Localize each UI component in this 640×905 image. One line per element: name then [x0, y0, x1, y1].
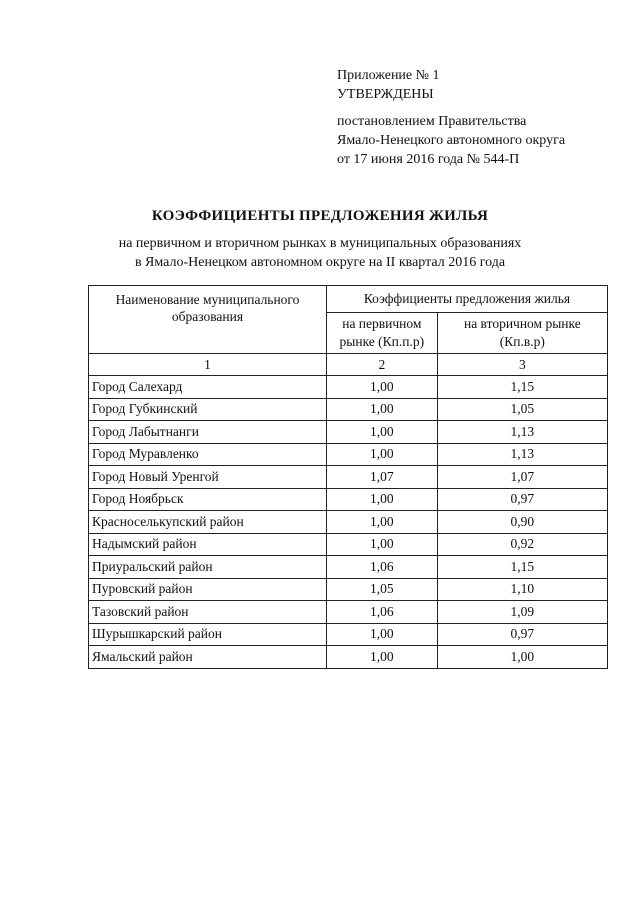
table-row	[89, 533, 608, 556]
coefficients-table	[88, 285, 608, 669]
primary-coefficient: 1,00	[326, 646, 437, 669]
secondary-coefficient: 0,90	[437, 511, 607, 534]
municipality-name: Ямальский район	[89, 646, 327, 669]
municipality-name: Город Салехард	[89, 376, 327, 399]
column-header-name-line-2: образования	[171, 309, 244, 324]
table-row	[89, 376, 608, 399]
decree-line-2: Ямало-Ненецкого автономного округа	[337, 133, 566, 148]
column-header-primary	[326, 313, 437, 354]
secondary-coefficient: 1,05	[437, 398, 607, 421]
table-row	[89, 443, 608, 466]
primary-coefficient: 1,05	[326, 578, 437, 601]
table-row	[89, 578, 608, 601]
municipality-name: Город Ноябрьск	[89, 488, 327, 511]
secondary-coefficient: 1,00	[437, 646, 607, 669]
table-row	[89, 646, 608, 669]
column-header-name	[89, 286, 327, 354]
approved-label: УТВЕРЖДЕНЫ	[337, 87, 434, 102]
document-subtitle	[0, 234, 640, 272]
subtitle-line-2: в Ямало-Ненецком автономном округе на II квартал 2016 года	[134, 255, 506, 270]
table-row	[89, 623, 608, 646]
column-header-secondary-line-2: (Кп.в.р)	[499, 334, 545, 349]
column-header-group: Коэффициенты предложения жилья	[326, 286, 607, 313]
table-row	[89, 421, 608, 444]
table-row	[89, 488, 608, 511]
secondary-coefficient: 1,15	[437, 376, 607, 399]
table-row	[89, 556, 608, 579]
column-header-secondary	[437, 313, 607, 354]
column-number-3: 3	[437, 354, 607, 376]
primary-coefficient: 1,07	[326, 466, 437, 489]
municipality-name: Пуровский район	[89, 578, 327, 601]
secondary-coefficient: 1,13	[437, 421, 607, 444]
primary-coefficient: 1,00	[326, 488, 437, 511]
column-header-primary-line-2: рынке (Кп.п.р)	[339, 334, 425, 349]
municipality-name: Приуральский район	[89, 556, 327, 579]
decree-line-1: постановлением Правительства	[337, 114, 527, 129]
secondary-coefficient: 0,97	[437, 623, 607, 646]
municipality-name: Шурышкарский район	[89, 623, 327, 646]
municipality-name: Город Губкинский	[89, 398, 327, 421]
decree-line-3: от 17 июня 2016 года № 544-П	[337, 152, 520, 167]
secondary-coefficient: 0,97	[437, 488, 607, 511]
column-number-1: 1	[89, 354, 327, 376]
secondary-coefficient: 1,07	[437, 466, 607, 489]
secondary-coefficient: 1,15	[437, 556, 607, 579]
primary-coefficient: 1,00	[326, 511, 437, 534]
primary-coefficient: 1,00	[326, 398, 437, 421]
primary-coefficient: 1,00	[326, 443, 437, 466]
secondary-coefficient: 1,13	[437, 443, 607, 466]
subtitle-line-1: на первичном и вторичном рынках в муниципальных образованиях	[118, 236, 522, 251]
municipality-name: Город Муравленко	[89, 443, 327, 466]
secondary-coefficient: 0,92	[437, 533, 607, 556]
column-header-name-line-1: Наименование муниципального	[115, 292, 300, 307]
primary-coefficient: 1,00	[326, 623, 437, 646]
table-row	[89, 398, 608, 421]
table-row	[89, 601, 608, 624]
appendix-label: Приложение № 1	[337, 68, 440, 83]
primary-coefficient: 1,00	[326, 533, 437, 556]
document-title: КОЭФФИЦИЕНТЫ ПРЕДЛОЖЕНИЯ ЖИЛЬЯ	[151, 208, 489, 224]
table-row	[89, 511, 608, 534]
municipality-name: Красноселькупский район	[89, 511, 327, 534]
primary-coefficient: 1,06	[326, 601, 437, 624]
primary-coefficient: 1,06	[326, 556, 437, 579]
secondary-coefficient: 1,09	[437, 601, 607, 624]
municipality-name: Надымский район	[89, 533, 327, 556]
secondary-coefficient: 1,10	[437, 578, 607, 601]
approval-header	[337, 66, 627, 169]
primary-coefficient: 1,00	[326, 376, 437, 399]
column-header-secondary-line-1: на вторичном рынке	[463, 316, 581, 331]
column-number-2: 2	[326, 354, 437, 376]
municipality-name: Город Новый Уренгой	[89, 466, 327, 489]
municipality-name: Тазовский район	[89, 601, 327, 624]
table-row	[89, 466, 608, 489]
primary-coefficient: 1,00	[326, 421, 437, 444]
municipality-name: Город Лабытнанги	[89, 421, 327, 444]
column-header-primary-line-1: на первичном	[342, 316, 422, 331]
